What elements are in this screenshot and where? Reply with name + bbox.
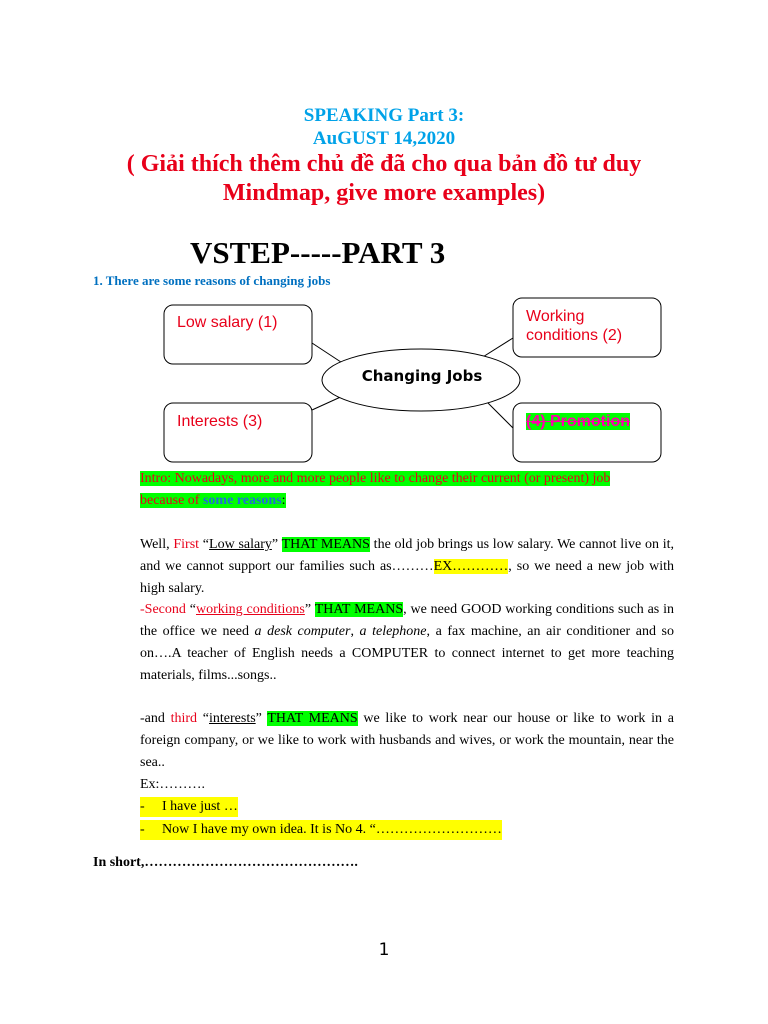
p2-comma: , bbox=[350, 624, 360, 639]
p3-quote-close: ” bbox=[255, 711, 268, 726]
main-title: VSTEP-----PART 3 bbox=[190, 235, 446, 270]
p2-quote-close: ” bbox=[304, 602, 315, 617]
intro-colon: : bbox=[281, 493, 286, 508]
bullet-text-1: I have just … bbox=[162, 799, 238, 814]
p2-that-means: THAT MEANS bbox=[314, 602, 404, 617]
mindmap-label-promotion bbox=[526, 412, 630, 431]
mindmap-label-interests: Interests (3) bbox=[177, 413, 263, 430]
paragraph-working-conditions bbox=[140, 599, 674, 687]
working-line-2: conditions (2) bbox=[526, 327, 623, 344]
p3-term: interests bbox=[209, 711, 256, 726]
mindmap-label-low-salary: Low salary (1) bbox=[177, 314, 278, 331]
p1-ex: EX………… bbox=[433, 559, 509, 574]
mindmap-label-working-conditions bbox=[526, 307, 622, 345]
working-line-1: Working bbox=[526, 308, 585, 325]
intro-some-reasons: some reasons bbox=[202, 493, 282, 508]
section-heading: 1. There are some reasons of changing jobs bbox=[93, 273, 331, 288]
header-line-mindmap: Mindmap, give more examples) bbox=[222, 180, 546, 206]
p2-second: -Second bbox=[140, 602, 186, 617]
header-line-vietnamese: ( Giải thích thêm chủ đề đã cho qua bản đồ tư duy bbox=[126, 151, 642, 177]
p2-term: working conditions bbox=[195, 602, 305, 617]
bullet-item-1 bbox=[140, 797, 238, 817]
paragraph-interests bbox=[140, 708, 674, 796]
intro-text-2: because of bbox=[140, 493, 203, 508]
p1-well: Well, bbox=[140, 537, 174, 552]
p1-quote-close: ” bbox=[271, 537, 282, 552]
bullet-dash-1: - bbox=[140, 799, 145, 814]
p1-rest1: the old job brings us low salary. We cannot live on it, and we cannot support our families such as……… bbox=[140, 537, 675, 574]
p3-that-means: THAT MEANS bbox=[267, 711, 358, 726]
intro-paragraph bbox=[140, 468, 674, 512]
in-short-line: In short,………………………………………. bbox=[93, 855, 358, 870]
p1-term: Low salary bbox=[209, 537, 272, 552]
p2-italic-1: a desk computer bbox=[254, 624, 351, 639]
paragraph-low-salary bbox=[140, 534, 674, 600]
mindmap-diagram bbox=[0, 0, 768, 480]
header-line-date: AuGUST 14,2020 bbox=[312, 128, 456, 149]
p2-rest1: , we need GOOD working conditions such as in the office we need bbox=[140, 602, 674, 639]
bullet-text-2: Now I have my own idea. It is No 4. “……………………… bbox=[162, 822, 502, 837]
intro-text-1: Intro: Nowadays, more and more people like to change their current (or present) job bbox=[140, 471, 611, 486]
p3-quote-open: “ bbox=[197, 711, 210, 726]
p1-quote-open: “ bbox=[199, 537, 210, 552]
p3-ex: Ex:………. bbox=[140, 777, 205, 792]
page-number: 1 bbox=[378, 940, 390, 960]
p3-third: third bbox=[170, 711, 198, 726]
p1-rest2: , so we need a new job with high salary. bbox=[140, 559, 674, 596]
p3-rest: we like to work near our house or like to work in a foreign company, or we like to work with husbands and wives, or work the mountain, near the sea.. bbox=[140, 711, 674, 770]
p2-italic-2: a telephone bbox=[359, 624, 427, 639]
header-line-speaking: SPEAKING Part 3: bbox=[303, 105, 465, 126]
mindmap-center-label: Changing Jobs bbox=[361, 367, 483, 385]
connector-line-4 bbox=[487, 402, 513, 428]
p1-first: First bbox=[173, 537, 200, 552]
p2-quote-open: “ bbox=[185, 602, 196, 617]
promotion-highlight: (4) Promotion bbox=[526, 413, 630, 430]
p2-rest2: , a fax machine, an air conditioner and so on….A teacher of English needs a COMPUTER to connect internet to get more teaching materials, films...songs.. bbox=[140, 624, 674, 683]
p1-that-means: THAT MEANS bbox=[281, 537, 370, 552]
p3-and: -and bbox=[140, 711, 171, 726]
bullet-item-2 bbox=[140, 820, 502, 840]
bullet-dash-2: - bbox=[140, 822, 145, 837]
